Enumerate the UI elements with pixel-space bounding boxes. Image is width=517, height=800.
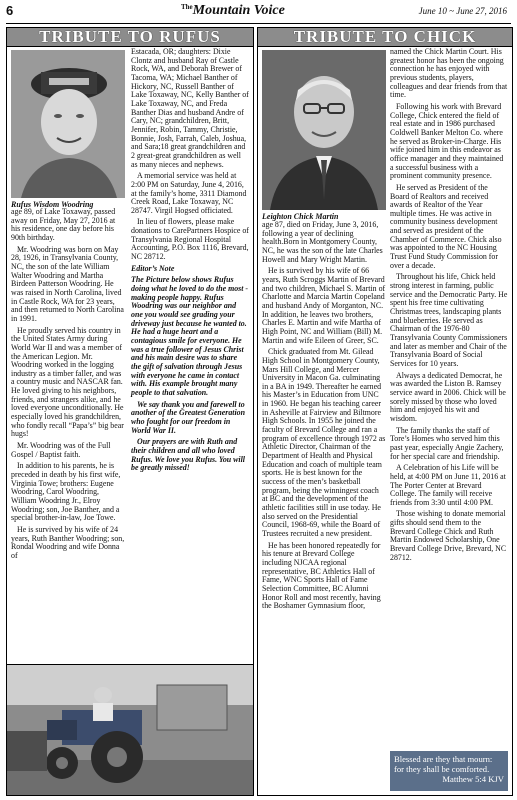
chick-portrait-photo [262,50,386,210]
editor-note-paragraph: We say thank you and farewell to another of the Greatest Generation who fought for our freedom in World War II. [131,399,245,435]
rufus-article [6,27,254,796]
paragraph: Estacada, OR; daughters: Dixie Clontz and husband Ray of Castle Rock, WA, and Deborah Brewer of Tacoma, WA; Michael Banther of Hickory, NC, Russell Banther of Lake Toxaway, NC, Kelly Banther of Lake Toxaway, NC, and Freda Banther Dias and husband Andre of Cary, NC; grandchildren, Britt, Jennifer, Robin, Tammy, Christie, Bonnie, Josh, Farrah, Caleb, Joshua, and Sara;18 great grandchildren and 2 great-great grandchildren as well as many nieces and nephews. [131,47,249,169]
tractor-photo [7,664,253,795]
editor-note-label: Editor’s Note [131,263,175,273]
chick-article [257,27,513,796]
rufus-photo-caption: Rufus Wisdom Woodring [11,200,94,209]
paragraph: Those wishing to donate memorial gifts should send them to the Brevard College Chick and Ruth Martin Endowed Scholarship, One Brevard College Drive, Brevard, NC 28712. [390,509,507,562]
bible-verse-box [390,751,508,791]
paragraph: age 89, of Lake Toxaway, passed away on Friday, May 27, 2016 at his residence, one day before his 90th birthday. [11,207,116,242]
paragraph: named the Chick Martin Court. His greatest honor has been the ongoing connection he has enjoyed with previous students, players, colleagues and dear friends from that time. [390,47,508,100]
masthead: $^{The}$Mountain Voice [181,3,285,18]
rufus-portrait-photo [11,50,125,198]
chick-text-column-2 [390,48,508,565]
issue-dates: June 10 ~ June 27, 2016 [418,6,507,16]
paragraph: Mr. Woodring was of the Full Gospel / Baptist faith. [11,441,111,459]
paragraph: He is survived by his wife of 66 years, Ruth Scroggs Martin of Brevard and two children, Michael S. Martin of Charlotte and Marcia Martin Copeland and husband Andy of Morganton, NC. In addition, he leaves two brothers, Charles E. Martin and wife Martha of High Point, NC and William (Bill) M. Martin and wife Eileen of Greer, SC. [262,266,386,345]
paragraph: A memorial service was held at 2:00 PM on Saturday, June 4, 2016, at the family’s home, 3311 Diamond Creek Road, Lake Toxaway, NC 28747. Virgil Hogsed officiated. [131,171,247,215]
rufus-text-column-1 [11,208,125,564]
paragraph: A Celebration of his Life will be held, at 4:00 PM on June 11, 2016 at The Porter Center at Brevard College. The family will receive friends from 3:30 until 4:00 PM. [390,463,506,507]
editor-note-paragraph: Our prayers are with Ruth and their children and all who loved Rufus. We love you Rufus. You will be greatly missed! [131,437,245,473]
paragraph: He served as President of the Board of Realtors and received awards of Realtor of the Year multiple times. He was active in community business development and served as president of the Chamber of Commerce. Chick also was appointed to the NC Housing Trust Fund Study Commission for over a decade. [390,182,502,270]
editor-note-paragraph: The Picture below shows Rufus doing what he loved to do the most - making people happy. Rufus Woodring was our neighbor and one you would see grading your driveway just because he wanted to. He had a huge heart and a contagious smile for everyone. He was a true follower of Jesus Christ and his main desire was to share the gift of salvation through Jesus with everyone he came in contact with. His example brought many people to that salvation. [131,275,249,397]
paragraph: He has been honored repeatedly for his tenure at Brevard College including NJCAA regional representative, BC Athletics Hall of Fame, WNC Sports Hall of Fame Selection Committee, BC Alumni Honor Roll and most recently, having the Boshamer Gymnasium floor, [262,540,381,611]
paragraph: Mr. Woodring was born on May 28, 1926, in Transylvania County, NC, the son of the late William Walter Woodring and Martha Birdeen Patterson Woodring. He was raised in North Carolina, lived in Castle Rock, WA for 23 years, and then returned to North Carolina in 1991. [11,244,124,323]
paragraph: He proudly served his country in the United States Army during World War II and was a member of the American Legion. Mr. Woodring worked in the logging industry as a timber faller, and was a country music and NASCAR fan. He loved giving to his neighbors, friends, and strangers alike, and he loved everyone unconditionally. He especially loved his grandchildren, who fondly recall “Papa’s” big bear hugs! [11,325,124,439]
page-number: 6 [6,3,14,18]
page-header [6,3,511,24]
paragraph: Following his work with Brevard College, Chick entered the field of real estate and in 1986 purchased Coldwell Banker Melton Co. where he served as Broker-in-Charge. His wife joined him in this endeavor as office manager and they maintained a successful business with a prominent community presence. [390,101,504,181]
paragraph: age 87, died on Friday, June 3, 2016, following a year of declining health.Born in Montgomery County, NC, he was the son of the late Charles Howell and Mary Wright Martin. [262,220,383,264]
paragraph: Throughout his life, Chick held strong interest in farming, public service and the Democratic Party. He spent his free time cultivating Christmas trees, landscaping plants and blueberries. He served as Chairman of the 1976-80 Transylvania County Commissioners and later as member and Chair of the Transylvania Board of Social Services for 10 years. [390,272,508,368]
paragraph: In lieu of flowers, please make donations to CarePartners Hospice of Transylvania Regional Hospital Accounting, P.O. Box 1116, Brevard, NC 28712. [131,217,249,262]
chick-text-column-1 [262,221,386,614]
chick-photo-caption: Leighton Chick Martin [262,212,339,221]
verse-reference: Matthew 5:4 KJV [442,774,504,784]
paragraph: He is survived by his wife of 24 years, Ruth Banther Woodring; son, Rondal Woodring and wife Donna of [11,524,125,560]
chick-title: TRIBUTE TO CHICK [258,28,512,47]
paragraph: Always a dedicated Democrat, he was awarded the Liston B. Ramsey service award in 2006. Chick will be sorely missed by those who loved him and enjoyed his wit and wisdom. [390,370,506,423]
verse-text: Blessed are they that mourn: for they shall be comforted. [394,754,493,774]
paragraph: The family thanks the staff of Tore’s Homes who served him this past year, especially Angie Zachery, for her special care and friendship. [390,425,504,461]
paragraph: In addition to his parents, he is preceded in death by his first wife, Virginia Towe; brothers: Eugene Woodring, Carol Woodring, William Woodring Jr., Elroy Woodring; son, Joe Banther, and a special brother-in-law, Joe Towe. [11,461,121,523]
rufus-title: TRIBUTE TO RUFUS [7,28,253,47]
paragraph: Chick graduated from Mt. Gilead High School in Montgomery County, Mars Hill College, and Mercer University in Macon Ga. culminating in a BA in 1949. Thereafter he earned his Master’s in Education from UNC in 1960. He began his teaching career in Asheville at Fairview and Biltmore High Schools. In 1955 he joined the faculty of Brevard College and ran a program of excellence through 1972 as Athletic Director, Chairman of the Department of Health and Physical Education and coach of multiple team sports. He is best known for the success of the men’s basketball program, being the winningest coach at BC and the development of the athletic facilities still in use today. He also served on the Presidential Council, 1968-69, while the Board of Trustees recruited a new president. [262,347,386,538]
rufus-text-column-2 [131,48,249,476]
